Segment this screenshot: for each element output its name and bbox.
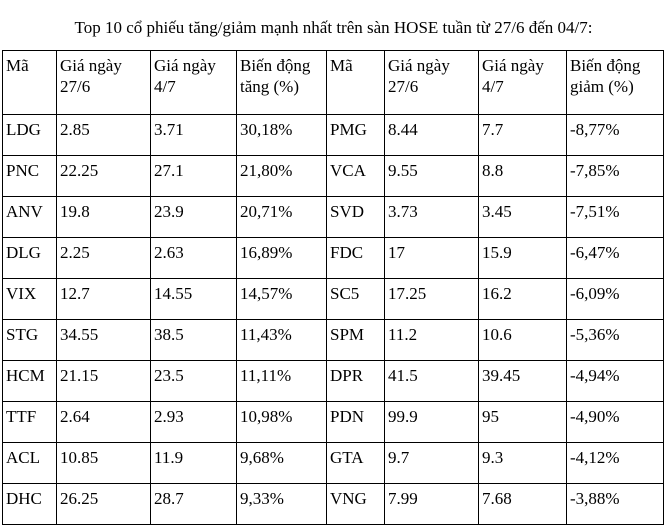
loss-start-cell: 3.73 [385, 197, 479, 238]
table-header-row [3, 51, 664, 115]
table-row [3, 484, 664, 525]
gain-change-cell: 11,43% [237, 320, 327, 361]
gain-code-cell: TTF [3, 402, 57, 443]
gain-start-cell: 22.25 [57, 156, 151, 197]
gain-code-cell: STG [3, 320, 57, 361]
gain-change-cell: 9,33% [237, 484, 327, 525]
loss-start-cell: 9.55 [385, 156, 479, 197]
loss-code-cell: SVD [327, 197, 385, 238]
loss-change-cell: -3,88% [567, 484, 664, 525]
loss-code-cell: VCA [327, 156, 385, 197]
gain-start-cell: 2.85 [57, 115, 151, 156]
loss-change-cell: -5,36% [567, 320, 664, 361]
loss-start-cell: 41.5 [385, 361, 479, 402]
gain-start-cell: 19.8 [57, 197, 151, 238]
loss-end-cell: 7.7 [479, 115, 567, 156]
loss-start-cell: 17 [385, 238, 479, 279]
table-row [3, 156, 664, 197]
gain-end-cell: 23.5 [151, 361, 237, 402]
gain-change-cell: 21,80% [237, 156, 327, 197]
gain-end-cell: 11.9 [151, 443, 237, 484]
table-row [3, 320, 664, 361]
gain-end-cell: 2.63 [151, 238, 237, 279]
loss-change-cell: -7,51% [567, 197, 664, 238]
gain-change-cell: 14,57% [237, 279, 327, 320]
gain-start-cell: 2.25 [57, 238, 151, 279]
loss-change-cell: -4,12% [567, 443, 664, 484]
gain-change-cell: 9,68% [237, 443, 327, 484]
header-gain-price-start: Giá ngày 27/6 [57, 51, 151, 115]
loss-end-cell: 8.8 [479, 156, 567, 197]
loss-start-cell: 11.2 [385, 320, 479, 361]
loss-start-cell: 9.7 [385, 443, 479, 484]
loss-start-cell: 17.25 [385, 279, 479, 320]
loss-start-cell: 7.99 [385, 484, 479, 525]
gain-change-cell: 30,18% [237, 115, 327, 156]
table-row [3, 197, 664, 238]
header-loss-change: Biến động giảm (%) [567, 51, 664, 115]
table-row [3, 361, 664, 402]
header-gain-price-end: Giá ngày 4/7 [151, 51, 237, 115]
loss-code-cell: SPM [327, 320, 385, 361]
gain-end-cell: 14.55 [151, 279, 237, 320]
gain-end-cell: 38.5 [151, 320, 237, 361]
gain-start-cell: 2.64 [57, 402, 151, 443]
gain-end-cell: 27.1 [151, 156, 237, 197]
loss-change-cell: -6,47% [567, 238, 664, 279]
gain-end-cell: 3.71 [151, 115, 237, 156]
gain-code-cell: HCM [3, 361, 57, 402]
loss-code-cell: GTA [327, 443, 385, 484]
loss-code-cell: DPR [327, 361, 385, 402]
loss-change-cell: -4,94% [567, 361, 664, 402]
loss-change-cell: -7,85% [567, 156, 664, 197]
loss-change-cell: -6,09% [567, 279, 664, 320]
loss-start-cell: 8.44 [385, 115, 479, 156]
header-loss-price-start: Giá ngày 27/6 [385, 51, 479, 115]
gain-code-cell: VIX [3, 279, 57, 320]
loss-end-cell: 7.68 [479, 484, 567, 525]
table-row [3, 238, 664, 279]
gain-start-cell: 10.85 [57, 443, 151, 484]
gain-change-cell: 11,11% [237, 361, 327, 402]
loss-code-cell: PDN [327, 402, 385, 443]
gain-start-cell: 34.55 [57, 320, 151, 361]
loss-change-cell: -8,77% [567, 115, 664, 156]
header-gain-change: Biến động tăng (%) [237, 51, 327, 115]
loss-end-cell: 9.3 [479, 443, 567, 484]
loss-end-cell: 39.45 [479, 361, 567, 402]
table-row [3, 279, 664, 320]
gain-change-cell: 10,98% [237, 402, 327, 443]
loss-code-cell: VNG [327, 484, 385, 525]
loss-start-cell: 99.9 [385, 402, 479, 443]
header-gain-code: Mã [3, 51, 57, 115]
gain-code-cell: LDG [3, 115, 57, 156]
loss-code-cell: PMG [327, 115, 385, 156]
loss-change-cell: -4,90% [567, 402, 664, 443]
gain-code-cell: PNC [3, 156, 57, 197]
loss-code-cell: FDC [327, 238, 385, 279]
loss-end-cell: 95 [479, 402, 567, 443]
table-row [3, 402, 664, 443]
gain-start-cell: 21.15 [57, 361, 151, 402]
loss-end-cell: 3.45 [479, 197, 567, 238]
gain-code-cell: ACL [3, 443, 57, 484]
loss-end-cell: 15.9 [479, 238, 567, 279]
loss-end-cell: 16.2 [479, 279, 567, 320]
gain-code-cell: DHC [3, 484, 57, 525]
loss-end-cell: 10.6 [479, 320, 567, 361]
gain-change-cell: 20,71% [237, 197, 327, 238]
table-row [3, 115, 664, 156]
header-loss-code: Mã [327, 51, 385, 115]
table-row [3, 443, 664, 484]
gain-code-cell: ANV [3, 197, 57, 238]
loss-code-cell: SC5 [327, 279, 385, 320]
gain-code-cell: DLG [3, 238, 57, 279]
gain-end-cell: 2.93 [151, 402, 237, 443]
header-loss-price-end: Giá ngày 4/7 [479, 51, 567, 115]
gain-end-cell: 28.7 [151, 484, 237, 525]
gain-end-cell: 23.9 [151, 197, 237, 238]
gain-start-cell: 26.25 [57, 484, 151, 525]
stock-movers-table [2, 50, 664, 525]
gain-change-cell: 16,89% [237, 238, 327, 279]
document-title: Top 10 cổ phiếu tăng/giảm mạnh nhất trên sàn HOSE tuần từ 27/6 đến 04/7: [74, 18, 593, 37]
gain-start-cell: 12.7 [57, 279, 151, 320]
